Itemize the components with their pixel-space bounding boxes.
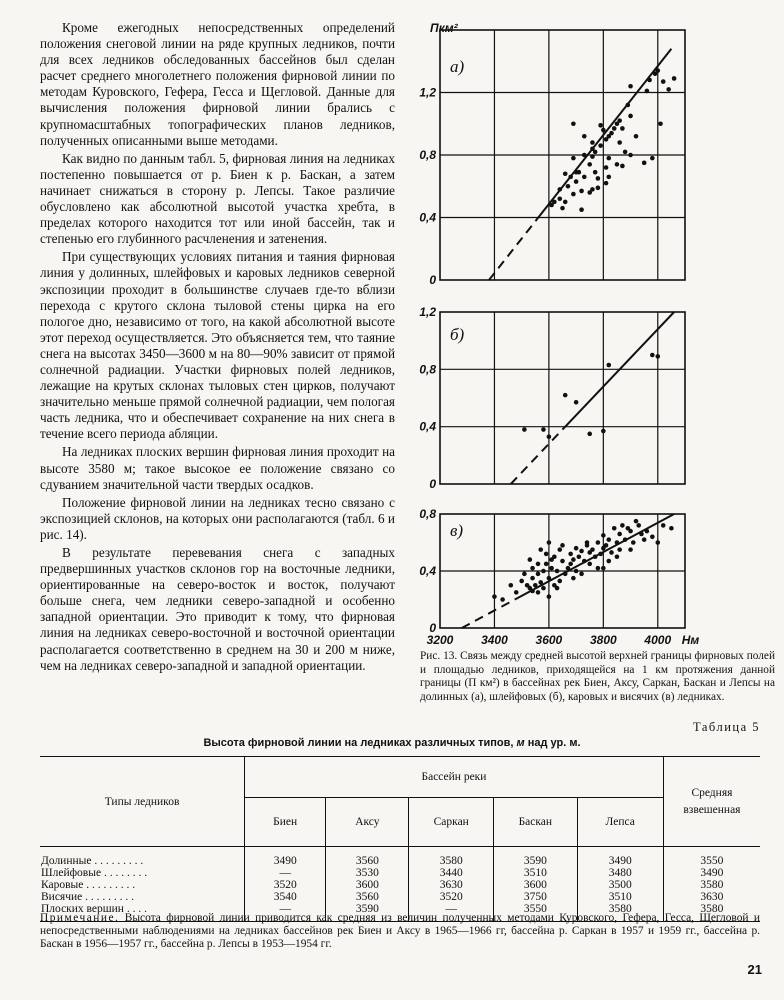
y-tick-label: 0,8 xyxy=(419,362,436,377)
data-point xyxy=(615,554,620,559)
table-cell: 3560 xyxy=(355,855,379,867)
panel-label: в) xyxy=(450,521,464,540)
data-point xyxy=(541,586,546,591)
paragraph: В результате перевевания снега с западных предвершинных участков склонов гор на восточные ледники, ориентированные на северо-восток и восток, получают больше снега, чем ледники северо-западной и особенно западной ориентации. Это приводит к тому, что фирновая линия на ледниках северо-восточной и восточной ориентации располагается соответственно в среднем на 30 и 200 м ниже, чем на ледниках северо-западной и западной ориентации. xyxy=(40,545,395,673)
data-point xyxy=(568,562,573,567)
data-point xyxy=(582,134,587,139)
paragraph: Кроме ежегодных непосредственных определений положения снеговой линии на ряде крупных ледников, почти для всех ледников обследованных бассейнов был сделан расчет среднего многолетнего положения фирновой линии по методам Куровского, Гефера, Гесса и Щегловой. Данные для вычисления положения фирновой линии брались с крупномасштабных топографических планов ледников, полученных описанными выше методами. xyxy=(40,20,395,148)
data-point xyxy=(574,569,579,574)
table-body xyxy=(40,847,760,922)
data-point xyxy=(557,187,562,192)
y-axis-unit-label: Пкм² xyxy=(430,21,458,35)
data-point xyxy=(617,547,622,552)
col-header-basin xyxy=(245,757,664,798)
data-point xyxy=(604,543,609,548)
table-number: Таблица 5 xyxy=(693,720,760,734)
data-point xyxy=(563,393,568,398)
table-note xyxy=(40,912,760,951)
data-point xyxy=(574,546,579,551)
data-point xyxy=(650,535,655,540)
data-point xyxy=(530,589,535,594)
data-point xyxy=(544,552,549,557)
data-point xyxy=(590,154,595,159)
data-point xyxy=(549,566,554,571)
table-cell: 3590 xyxy=(523,855,547,867)
data-point xyxy=(617,532,622,537)
table-cell: 3530 xyxy=(355,867,379,879)
paragraph: При существующих условиях питания и таяния фирновая линия у долинных, шлейфовых и каровых ледников северной экспозиции проходит в большинстве случаев где-то вблизи перехода с крутого склона тыловой стены цирка на его пологое дно, независимо от того, на какой абсолютной высоте этот переход осуществляется. Это объясняется тем, что таяние снега на высотах 3450—3600 м на 80—90% зависит от прямой солнечной радиации. Участки фирновых полей ледников, лежащие на крутых склонах тыловых стен цирков, получают значительно меньше прямой солнечной радиации, чем пологая часть ледника, что и обеспечивает сохранение на них снега в течение всего периода абляции. xyxy=(40,249,395,442)
data-point xyxy=(566,184,571,189)
data-point xyxy=(571,192,576,197)
data-point xyxy=(574,400,579,405)
data-point xyxy=(549,557,554,562)
data-point xyxy=(598,143,603,148)
table-5 xyxy=(40,756,760,922)
data-point xyxy=(606,559,611,564)
y-tick-label: 0,4 xyxy=(419,419,436,434)
data-point xyxy=(560,206,565,211)
data-point xyxy=(612,526,617,531)
table-cell: 3440 xyxy=(439,867,463,879)
table-cell: 3630 xyxy=(439,879,463,891)
y-tick-label: 1,2 xyxy=(419,305,436,319)
data-point xyxy=(596,186,601,191)
x-tick-label: 3200 xyxy=(426,633,454,647)
table-row-type: Шлейфовые . . . . . . . . xyxy=(41,867,148,879)
data-point xyxy=(658,121,663,126)
table-cell: 3510 xyxy=(608,891,632,903)
data-point xyxy=(582,153,587,158)
y-tick-label: 0,8 xyxy=(419,148,436,162)
data-point xyxy=(615,162,620,167)
data-point xyxy=(547,540,552,545)
regression-line-dashed xyxy=(511,427,565,484)
data-point xyxy=(606,537,611,542)
x-tick-label: 3800 xyxy=(589,633,617,647)
x-tick-label: 3600 xyxy=(535,633,563,647)
data-point xyxy=(500,597,505,602)
data-point xyxy=(604,181,609,186)
table-title-text: Высота фирновой линии на ледниках различных типов, xyxy=(203,737,517,749)
y-tick-label: 0 xyxy=(429,621,436,635)
data-point xyxy=(555,569,560,574)
x-tick-label: 3400 xyxy=(481,633,508,647)
data-point xyxy=(642,537,647,542)
data-point xyxy=(574,170,579,175)
data-point xyxy=(650,353,655,358)
data-point xyxy=(645,89,650,94)
table-cell: — xyxy=(445,903,457,915)
data-point xyxy=(579,207,584,212)
data-point xyxy=(587,432,592,437)
page-number: 21 xyxy=(747,962,762,977)
data-point xyxy=(547,594,552,599)
data-point xyxy=(628,547,633,552)
data-point xyxy=(557,196,562,201)
data-point xyxy=(628,529,633,534)
table-cell: 3560 xyxy=(355,891,379,903)
data-point xyxy=(563,171,568,176)
data-point xyxy=(623,150,628,155)
data-point xyxy=(590,140,595,145)
table-cell: 3580 xyxy=(700,903,724,915)
data-point xyxy=(626,103,631,108)
data-point xyxy=(634,519,639,524)
table-cell: — xyxy=(279,903,291,915)
data-point xyxy=(606,363,611,368)
data-point xyxy=(563,572,568,577)
sarkan-column xyxy=(409,847,494,922)
data-point xyxy=(628,114,633,119)
data-point xyxy=(620,164,625,169)
data-point xyxy=(571,557,576,562)
table-cell: 3580 xyxy=(700,879,724,891)
weighted-column xyxy=(663,847,760,922)
y-tick-label: 1,2 xyxy=(419,85,436,100)
data-point xyxy=(655,540,660,545)
data-point xyxy=(560,559,565,564)
data-point xyxy=(650,156,655,161)
data-point xyxy=(593,170,598,175)
data-point xyxy=(541,427,546,432)
data-point xyxy=(593,554,598,559)
data-point xyxy=(544,562,549,567)
table-title xyxy=(0,737,784,749)
data-point xyxy=(615,540,620,545)
data-point xyxy=(631,540,636,545)
figure-13 xyxy=(400,20,772,645)
data-point xyxy=(645,529,650,534)
col-header-types-label: Типы ледников xyxy=(104,795,180,808)
data-point xyxy=(587,162,592,167)
data-point xyxy=(568,552,573,557)
data-point xyxy=(560,543,565,548)
table-cell: 3490 xyxy=(608,855,632,867)
table-cell: 3520 xyxy=(439,891,463,903)
table-row-type: Каровые . . . . . . . . . xyxy=(41,879,136,891)
data-point xyxy=(587,550,592,555)
data-point xyxy=(590,146,595,151)
data-point xyxy=(533,583,538,588)
table-cell: 3520 xyxy=(273,879,297,891)
data-point xyxy=(661,523,666,528)
data-point xyxy=(508,583,513,588)
data-point xyxy=(601,566,606,571)
table-cell: — xyxy=(279,867,291,879)
data-point xyxy=(514,590,519,595)
data-point xyxy=(606,156,611,161)
table-row-type: Плоских вершин . . . . xyxy=(41,903,147,915)
table-cell: 3500 xyxy=(608,879,632,891)
paragraph: На ледниках плоских вершин фирновая линия проходит на высоте 3580 м; такое высокое ее положение связано со сдуванием значительной части твердых осадков. xyxy=(40,444,395,492)
table-cell: 3580 xyxy=(439,855,463,867)
table-row-type: Долинные . . . . . . . . . xyxy=(41,855,144,867)
panel-label: б) xyxy=(450,325,465,344)
data-point xyxy=(522,572,527,577)
data-point xyxy=(541,569,546,574)
data-point xyxy=(620,523,625,528)
data-point xyxy=(557,579,562,584)
data-point xyxy=(530,576,535,581)
table-title-unit: м xyxy=(516,737,525,749)
data-point xyxy=(582,175,587,180)
data-point xyxy=(609,131,614,136)
data-point xyxy=(587,562,592,567)
table-cell: 3600 xyxy=(355,879,379,891)
lepsa-column xyxy=(577,847,663,922)
note-label: Примечание. xyxy=(40,912,120,924)
data-point xyxy=(530,566,535,571)
x-tick-label: 4000 xyxy=(644,633,672,647)
panel-label: а) xyxy=(450,57,465,76)
aksu-column xyxy=(326,847,409,922)
data-point xyxy=(601,533,606,538)
data-point xyxy=(536,572,541,577)
data-point xyxy=(579,572,584,577)
table-cell: 3630 xyxy=(700,891,724,903)
data-point xyxy=(582,559,587,564)
data-point xyxy=(669,526,674,531)
data-point xyxy=(579,549,584,554)
data-point xyxy=(628,84,633,89)
table-cell: 3580 xyxy=(608,903,632,915)
data-point xyxy=(536,562,541,567)
data-point xyxy=(617,140,622,145)
data-point xyxy=(628,153,633,158)
table-cell: 3550 xyxy=(700,855,724,867)
data-point xyxy=(617,118,622,123)
table-cell: 3510 xyxy=(523,867,547,879)
data-point xyxy=(579,189,584,194)
table-row-type: Висячие . . . . . . . . . xyxy=(41,891,135,903)
data-point xyxy=(571,156,576,161)
data-point xyxy=(587,190,592,195)
body-text xyxy=(40,20,395,676)
regression-line-dashed xyxy=(489,218,538,281)
data-point xyxy=(634,134,639,139)
data-point xyxy=(642,161,647,166)
baskan-column xyxy=(494,847,578,922)
data-point xyxy=(620,126,625,131)
data-point xyxy=(672,76,677,81)
col-header-bien: Биен xyxy=(245,798,326,847)
regression-line xyxy=(538,49,671,218)
y-tick-label: 0,4 xyxy=(419,210,436,225)
data-point xyxy=(571,121,576,126)
table-cell: 3590 xyxy=(355,903,379,915)
data-point xyxy=(606,175,611,180)
data-point xyxy=(598,552,603,557)
data-point xyxy=(563,200,568,205)
col-header-weighted-line2: взвешенная xyxy=(683,803,741,816)
y-tick-label: 0,4 xyxy=(419,564,436,578)
type-column xyxy=(40,847,245,922)
table-cell: 3480 xyxy=(608,867,632,879)
note-text: Высота фирновой линии приводится как средняя из величин полученных методами Куровского, Гефера, Гесса, Щегловой и непосредственными наблюдениями на ледниках бассейнов рек Биен и Аксу в 1965—1966 гг, бассейна р. Саркан в 1957 и 1959 гг., бассейна р. Баскан в 1956—1957 гг., бассейна р. Лепсы в 1953—1954 гг. xyxy=(40,912,760,950)
y-tick-label: 0,8 xyxy=(419,507,436,521)
data-point xyxy=(571,576,576,581)
data-point xyxy=(536,590,541,595)
data-point xyxy=(577,554,582,559)
col-header-types xyxy=(40,757,245,847)
data-point xyxy=(601,429,606,434)
data-point xyxy=(655,354,660,359)
x-axis-unit-label: Нм xyxy=(681,633,700,647)
data-point xyxy=(522,427,527,432)
col-header-baskan: Баскан xyxy=(494,798,578,847)
data-point xyxy=(574,179,579,184)
y-tick-label: 0 xyxy=(429,477,436,491)
bien-column xyxy=(245,847,326,922)
data-point xyxy=(661,79,666,84)
col-header-basin-label: Бассейн реки xyxy=(421,771,487,783)
paragraph: Положение фирновой линии на ледниках тесно связано с экспозицией склонов, на которых они располагаются (табл. 6 и рис. 14). xyxy=(40,494,395,542)
data-point xyxy=(552,200,557,205)
table-cell: 3490 xyxy=(700,867,724,879)
table-cell: 3550 xyxy=(523,903,547,915)
data-point xyxy=(598,123,603,128)
data-point xyxy=(647,78,652,83)
data-point xyxy=(596,176,601,181)
data-point xyxy=(547,576,552,581)
data-point xyxy=(639,532,644,537)
paragraph: Как видно по данным табл. 5, фирновая линия на ледниках постепенно повышается от р. Биен к р. Баскан, а затем начинает снижаться в сторону р. Лепсы. Такое различие обусловлено как абсолютной высотой участка хребта, в пределах которого находится тот или иной бассейн, так и степенью его глубинного расчленения и затенения. xyxy=(40,150,395,247)
regression-line-dashed xyxy=(462,600,515,629)
data-point xyxy=(492,594,497,599)
data-point xyxy=(538,547,543,552)
table-cell: 3490 xyxy=(273,855,297,867)
data-point xyxy=(566,566,571,571)
figure-13-plots xyxy=(400,20,772,645)
table-cell: 3540 xyxy=(273,891,297,903)
data-point xyxy=(538,580,543,585)
data-point xyxy=(585,543,590,548)
data-point xyxy=(596,540,601,545)
data-point xyxy=(609,550,614,555)
col-header-aksu: Аксу xyxy=(326,798,409,847)
col-header-lepsa: Лепса xyxy=(577,798,663,847)
data-point xyxy=(557,547,562,552)
y-tick-label: 0 xyxy=(429,273,436,287)
data-point xyxy=(604,165,609,170)
data-point xyxy=(528,557,533,562)
data-point xyxy=(568,175,573,180)
data-point xyxy=(636,523,641,528)
data-point xyxy=(601,128,606,133)
table-cell: 3750 xyxy=(523,891,547,903)
table-cell: 3600 xyxy=(523,879,547,891)
data-point xyxy=(655,68,660,73)
data-point xyxy=(519,579,524,584)
data-point xyxy=(555,586,560,591)
col-header-weighted-line1: Средняя xyxy=(691,786,733,799)
col-header-weighted xyxy=(663,757,760,847)
col-header-sarkan: Саркан xyxy=(409,798,494,847)
figure-caption: Рис. 13. Связь между средней высотой верхней границы фирновых полей и площадью ледников, приходящейся на 1 км протяжения данной границы (П км²) в бассейнах рек Биен, Аксу, Саркан, Баскан и Лепсы на долинных (а), шлейфовых (б), каровых и висячих (в) ледниках. xyxy=(420,650,775,703)
data-point xyxy=(666,87,671,92)
data-point xyxy=(612,126,617,131)
data-point xyxy=(623,537,628,542)
data-point xyxy=(596,566,601,571)
data-point xyxy=(547,434,552,439)
table-title-suffix: над ур. м. xyxy=(524,737,581,749)
